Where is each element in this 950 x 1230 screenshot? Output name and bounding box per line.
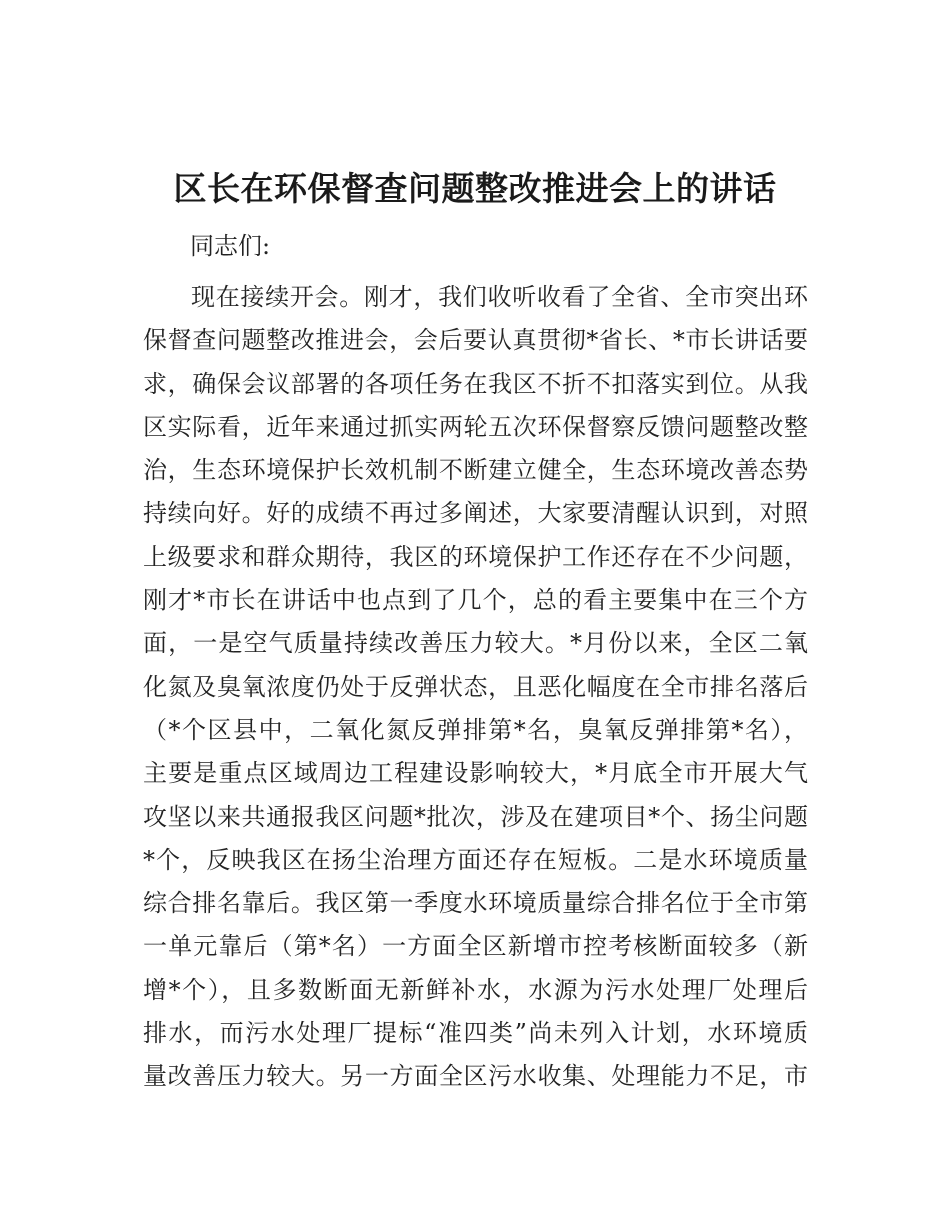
paragraph-line: 攻坚以来共通报我区问题*批次，涉及在建项目*个、扬尘问题: [143, 802, 808, 831]
paragraph-line: 增*个），且多数断面无新鲜补水，水源为污水处理厂处理后: [143, 975, 808, 1004]
salutation: 同志们:: [190, 232, 271, 260]
paragraph-line: 区实际看，近年来通过抓实两轮五次环保督察反馈问题整改整: [143, 412, 808, 441]
paragraph-line: （*个区县中，二氧化氮反弹排第*名，臭氧反弹排第*名），: [143, 715, 808, 744]
paragraph-line: 排水，而污水处理厂提标“准四类”尚未列入计划，水环境质: [143, 1019, 808, 1048]
paragraph-line: 治，生态环境保护长效机制不断建立健全，生态环境改善态势: [143, 456, 808, 485]
paragraph-line: 化氮及臭氧浓度仍处于反弹状态，且恶化幅度在全市排名落后: [143, 672, 808, 701]
paragraph-line: 现在接续开会。刚才，我们收听收看了全省、全市突出环: [191, 283, 808, 311]
paragraph-line: 刚才*市长在讲话中也点到了几个，总的看主要集中在三个方: [143, 586, 808, 615]
paragraph-line: 量改善压力较大。另一方面全区污水收集、处理能力不足，市: [143, 1062, 808, 1091]
paragraph-line: 面，一是空气质量持续改善压力较大。*月份以来，全区二氧: [143, 629, 808, 658]
paragraph-line: 持续向好。好的成绩不再过多阐述，大家要清醒认识到，对照: [143, 499, 808, 528]
paragraph-line: 上级要求和群众期待，我区的环境保护工作还存在不少问题，: [143, 542, 808, 571]
paragraph-line: 一单元靠后（第*名）一方面全区新增市控考核断面较多（新: [143, 932, 808, 961]
paragraph-line: 保督查问题整改推进会，会后要认真贯彻*省长、*市长讲话要: [143, 326, 808, 355]
document-title: 区长在环保督查问题整改推进会上的讲话: [173, 169, 777, 208]
paragraph-line: 求，确保会议部署的各项任务在我区不折不扣落实到位。从我: [143, 369, 808, 398]
paragraph-line: 主要是重点区域周边工程建设影响较大，*月底全市开展大气: [143, 759, 808, 788]
paragraph-line: *个，反映我区在扬尘治理方面还存在短板。二是水环境质量: [143, 845, 808, 874]
paragraph-line: 综合排名靠后。我区第一季度水环境质量综合排名位于全市第: [143, 889, 808, 918]
body-paragraph: [143, 276, 808, 1099]
